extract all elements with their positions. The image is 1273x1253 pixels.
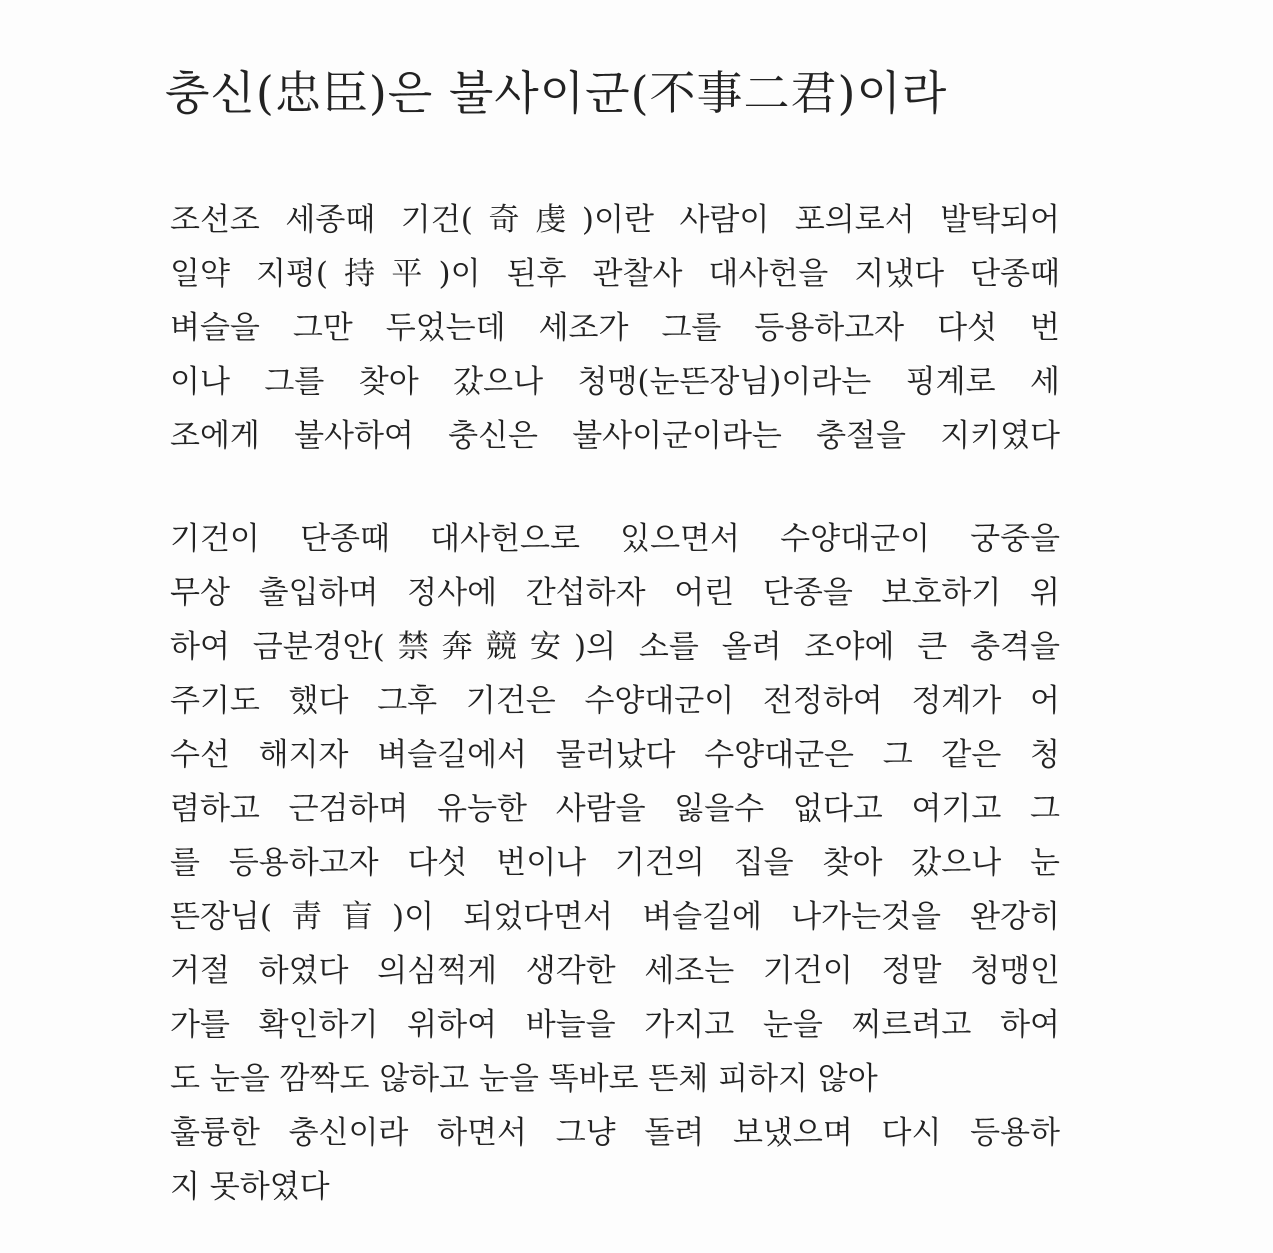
text-line: 기건이 단종때 대사헌으로 있으면서 수양대군이 궁중을 [170,521,1060,557]
paragraph-2 [170,512,1060,1214]
text-line: 뜬장님(靑盲)이 되었다면서 벼슬길에 나가는것을 완강히 [170,899,1060,935]
text-line: 지 못하였다 [170,1169,330,1205]
paragraph-1 [170,193,1060,463]
page-title: 충신(忠臣)은 불사이군(不事二君)이라 [165,66,948,120]
text-line: 도 눈을 깜짝도 않하고 눈을 똑바로 뜬체 피하지 않아 [170,1061,878,1097]
text-line: 이나 그를 찾아 갔으나 청맹(눈뜬장님)이라는 핑계로 세 [170,364,1060,400]
text-line: 주기도 했다 그후 기건은 수양대군이 전정하여 정계가 어 [170,683,1060,719]
text-line: 수선 해지자 벼슬길에서 물러났다 수양대군은 그 같은 청 [170,737,1060,773]
text-line: 조선조 세종때 기건(奇虔)이란 사람이 포의로서 발탁되어 [170,202,1060,238]
text-line: 조에게 불사하여 충신은 불사이군이라는 충절을 지키였다 [170,418,1060,454]
text-line: 가를 확인하기 위하여 바늘을 가지고 눈을 찌르려고 하여 [170,1007,1060,1043]
text-line: 일약 지평(持平)이 된후 관찰사 대사헌을 지냈다 단종때 [170,256,1060,292]
text-line: 렴하고 근검하며 유능한 사람을 잃을수 없다고 여기고 그 [170,791,1060,827]
text-line: 를 등용하고자 다섯 번이나 기건의 집을 찾아 갔으나 눈 [170,845,1060,881]
text-line: 하여 금분경안(禁奔競安)의 소를 올려 조야에 큰 충격을 [170,629,1060,665]
text-line: 거절 하였다 의심쩍게 생각한 세조는 기건이 정말 청맹인 [170,953,1060,989]
text-line: 훌륭한 충신이라 하면서 그냥 돌려 보냈으며 다시 등용하 [170,1115,1060,1151]
text-line: 무상 출입하며 정사에 간섭하자 어린 단종을 보호하기 위 [170,575,1060,611]
text-line: 벼슬을 그만 두었는데 세조가 그를 등용하고자 다섯 번 [170,310,1060,346]
